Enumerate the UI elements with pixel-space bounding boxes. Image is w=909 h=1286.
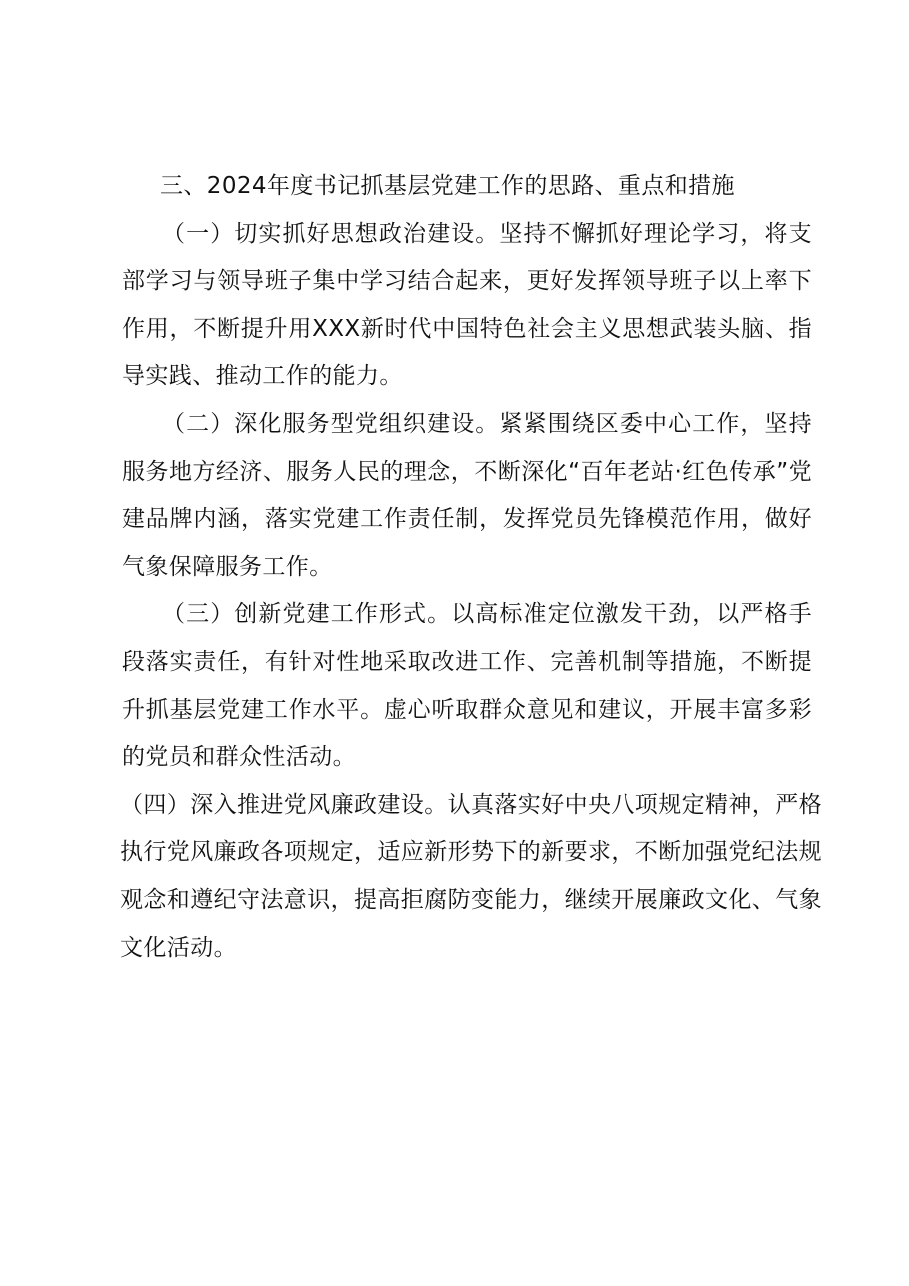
document-body	[120, 163, 822, 972]
paragraph-2: （二）深化服务型党组织建设。紧紧围绕区委中心工作，坚持服务地方经济、服务人民的理念，不断深化“百年老站·红色传承”党建品牌内涵，落实党建工作责任制，发挥党员先锋模范作用，做好气象保障服务工作。	[122, 410, 812, 580]
paragraph-4: （四）深入推进党风廉政建设。认真落实好中央八项规定精神，严格执行党风廉政各项规定，适应新形势下的新要求，不断加强党纪法规观念和遵纪守法意识，提高拒腐防变能力，继续开展廉政文化、气象文化活动。	[120, 791, 822, 961]
paragraph-3: （三）创新党建工作形式。以高标准定位激发干劲，以严格手段落实责任，有针对性地采取改进工作、完善机制等措施，不断提升抓基层党建工作水平。虚心听取群众意见和建议，开展丰富多彩的党员和群众性活动。	[122, 601, 812, 771]
section-heading: 三、2024年度书记抓基层党建工作的思路、重点和措施	[160, 173, 735, 199]
paragraph-1: （一）切实抓好思想政治建设。坚持不懈抓好理论学习，将支部学习与领导班子集中学习结合起来，更好发挥领导班子以上率下作用，不断提升用XXX新时代中国特色社会主义思想武装头脑、指导实践、推动工作的能力。	[122, 220, 812, 390]
